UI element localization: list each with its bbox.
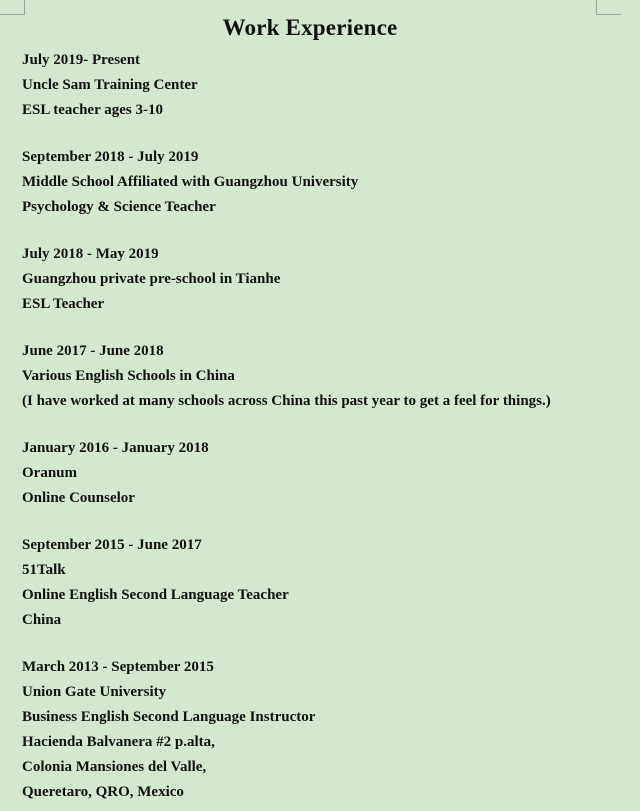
entry-dates: July 2019- Present — [22, 52, 141, 68]
entry-address-line: Colonia Mansiones del Valle, — [22, 759, 207, 775]
entry-role: ESL Teacher — [22, 296, 105, 312]
entry-dates: July 2018 - May 2019 — [22, 246, 159, 262]
entry-organization: Guangzhou private pre-school in Tianhe — [22, 271, 281, 287]
entry-dates: June 2017 - June 2018 — [22, 343, 164, 359]
entry-role: ESL teacher ages 3-10 — [22, 102, 163, 118]
entry-dates: January 2016 - January 2018 — [22, 440, 209, 456]
entry-dates: September 2018 - July 2019 — [22, 149, 199, 165]
entry-role: Business English Second Language Instructor — [22, 709, 316, 725]
entry-role: Psychology & Science Teacher — [22, 199, 216, 215]
top-right-margin-marker — [596, 0, 621, 15]
entry-dates: March 2013 - September 2015 — [22, 659, 214, 675]
entry-organization: 51Talk — [22, 562, 66, 578]
entry-organization: Oranum — [22, 465, 78, 481]
entry-address-line: Hacienda Balvanera #2 p.alta, — [22, 734, 215, 750]
experience-entry — [22, 655, 622, 805]
work-experience-list — [22, 48, 622, 805]
experience-entry — [22, 436, 622, 511]
experience-entry — [22, 48, 622, 123]
entry-organization: Uncle Sam Training Center — [22, 77, 198, 93]
entry-location: China — [22, 612, 62, 628]
entry-organization: Middle School Affiliated with Guangzhou University — [22, 174, 359, 190]
experience-entry — [22, 145, 622, 220]
entry-role: Online English Second Language Teacher — [22, 587, 289, 603]
entry-address-line: Queretaro, QRO, Mexico — [22, 784, 184, 800]
top-left-margin-marker — [0, 0, 25, 15]
experience-entry — [22, 339, 622, 414]
entry-organization: Union Gate University — [22, 684, 167, 700]
experience-entry — [22, 242, 622, 317]
experience-entry — [22, 533, 622, 633]
entry-dates: September 2015 - June 2017 — [22, 537, 202, 553]
entry-role: Online Counselor — [22, 490, 135, 506]
section-title: Work Experience — [222, 15, 398, 40]
entry-organization: Various English Schools in China — [22, 368, 235, 384]
entry-note: (I have worked at many schools across China this past year to get a feel for things.) — [22, 393, 551, 409]
